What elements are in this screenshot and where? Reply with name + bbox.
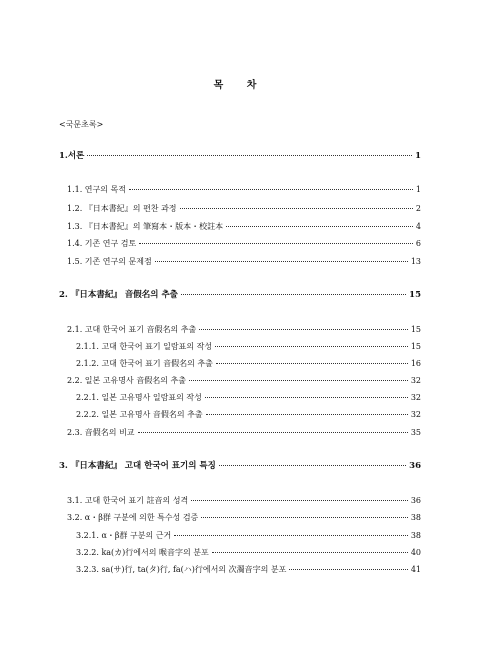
leader-dots [199,329,408,330]
toc-entry [67,495,421,506]
toc-entry [67,221,421,232]
toc-entry-page: 36 [409,461,421,471]
toc-entry-label: 1.1. 연구의 목적 [67,185,126,194]
leader-dots [219,465,406,466]
page-title: 목 차 [213,80,267,91]
leader-dots [155,261,408,262]
toc-entry [67,256,421,267]
toc-entry-label: 1.3. 『日本書紀』의 筆寫本・版本・校註本 [67,222,224,231]
toc-entry-page: 36 [410,496,421,505]
toc-entry-label: 2.2. 일본 고유명사 音假名의 추출 [67,376,186,385]
toc-entry-page: 35 [410,428,421,437]
toc-entry [67,203,421,214]
toc-entry [59,290,421,301]
toc-entry-page: 40 [410,548,421,557]
toc-entry-label: 3.2.2. ka(カ)行에서의 喉音字의 분포 [76,548,209,557]
leader-dots [181,294,406,295]
leader-dots [191,500,408,501]
toc-entry-label: 3.2. α・β群 구분에 의한 특수성 검증 [67,513,199,522]
toc-entry-page: 13 [410,257,421,266]
leader-dots [138,432,408,433]
toc-entry [76,358,421,369]
toc-entry [67,512,421,523]
toc-entry [76,564,421,575]
toc-entry-page: 32 [410,410,421,419]
leader-dots [87,155,412,156]
toc-entry-label: 2.1.1. 고대 한국어 표기 일람표의 작성 [76,342,213,351]
leader-dots [215,346,408,347]
leader-dots [206,414,408,415]
toc-entry [76,392,421,403]
leader-dots [201,517,408,518]
toc-entry-page: 15 [410,325,421,334]
toc-entry-label: 2.2.2. 일본 고유명사 音假名의 추출 [76,410,203,419]
toc-entry-label: 3.1. 고대 한국어 표기 註音의 성격 [67,496,189,505]
toc-entry [59,151,421,162]
toc-entry-page: 15 [410,342,421,351]
toc-entry [76,341,421,352]
toc-entry [67,184,421,195]
leader-dots [226,226,413,227]
toc-entry [76,530,421,541]
toc-entry-label: 1.서론 [59,151,85,161]
toc-entry-page: 32 [410,376,421,385]
toc-entry [67,375,421,386]
toc-entry-label: 3. 『日本書紀』 고대 한국어 표기의 특징 [59,461,216,471]
toc-entry-page: 38 [410,513,421,522]
leader-dots [205,397,408,398]
toc-entry [67,427,421,438]
toc-entry [76,409,421,420]
toc-entry-page: 4 [415,222,421,231]
toc-entry-page: 15 [409,290,421,300]
toc-entry-page: 1 [415,151,421,161]
toc-entry-label: 2.1.2. 고대 한국어 표기 音假名의 추출 [76,359,213,368]
toc-entry-page: 6 [415,239,421,248]
leader-dots [216,363,408,364]
toc-entry [76,547,421,558]
toc-entry-label: 1.5. 기존 연구의 문제점 [67,257,152,266]
leader-dots [289,569,407,570]
toc-entry-label: 2. 『日本書紀』 音假名의 추출 [59,290,178,300]
toc-entry [59,461,421,472]
leader-dots [129,189,413,190]
leader-dots [189,380,408,381]
toc-entry [67,238,421,249]
toc-entry-label: 2.1. 고대 한국어 표기 音假名의 추출 [67,325,197,334]
toc-entry-page: 32 [410,393,421,402]
toc-entry-label: 2.2.1. 일본 고유명사 일람표의 작성 [76,393,202,402]
toc-entry-label: 1.4. 기존 연구 검토 [67,239,137,248]
toc-entry-page: 38 [410,531,421,540]
toc-entry-page: 41 [410,565,421,574]
toc-entry-label: 3.2.1. α・β群 구분의 근거 [76,531,172,540]
toc-entry-label: 2.3. 音假名의 비교 [67,428,135,437]
leader-dots [174,535,408,536]
toc-entry-page: 2 [415,204,421,213]
leader-dots [212,552,408,553]
abstract-label: <국문초록> [59,120,104,129]
toc-entry-page: 16 [410,359,421,368]
toc-entry-label: 1.2. 『日本書紀』의 편찬 과정 [67,204,177,213]
toc-entry [67,324,421,335]
leader-dots [180,208,413,209]
leader-dots [139,243,413,244]
toc-entry-label: 3.2.3. sa(サ)行, ta(タ)行, fa(ハ)行에서의 次濁音字의 분포 [76,565,287,574]
toc-entry-page: 1 [415,185,421,194]
